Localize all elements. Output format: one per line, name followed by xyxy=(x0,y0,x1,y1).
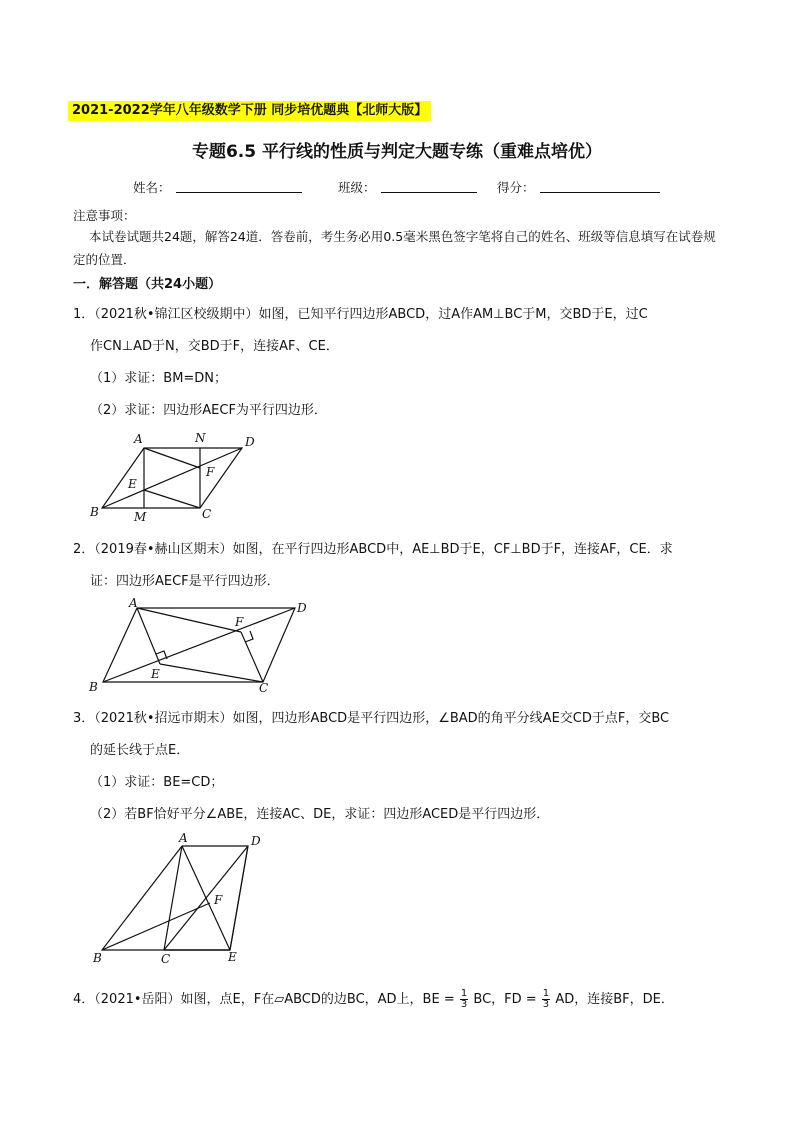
question-1-sub-1: （1）求证：BM=DN； xyxy=(90,371,228,386)
score-label: 得分： xyxy=(497,180,535,195)
label-c: C xyxy=(259,681,269,695)
question-1-sub-2: （2）求证：四边形AECF为平行四边形． xyxy=(90,403,327,418)
question-3-line-2: 的延长线于点E． xyxy=(90,743,190,758)
label-e: E xyxy=(228,950,237,964)
notice-heading: 注意事项： xyxy=(73,208,136,223)
label-d: D xyxy=(251,834,261,848)
question-2-line-2: 证：四边形AECF是平行四边形． xyxy=(90,574,280,589)
name-field-line xyxy=(176,192,302,193)
question-4-prefix: 4．（2021•岳阳）如图，点E，F在▱ABCD的边BC，AD上，BE = xyxy=(73,992,455,1007)
series-banner: 2021-2022学年八年级数学下册 同步培优题典【北师大版】 xyxy=(68,101,431,121)
label-f: F xyxy=(235,615,244,629)
label-c: C xyxy=(161,952,171,966)
question-4-mid: BC，FD = xyxy=(473,992,537,1007)
segment-cd xyxy=(164,846,248,950)
label-m: M xyxy=(134,510,147,524)
segment-ce xyxy=(160,664,263,682)
page-title: 专题6.5 平行线的性质与判定大题专练（重难点培优） xyxy=(191,142,603,162)
segment-af xyxy=(144,448,200,468)
label-f: F xyxy=(206,465,215,479)
label-b: B xyxy=(93,951,102,965)
question-3-sub-1: （1）求证：BE=CD； xyxy=(90,775,224,790)
segment-ae xyxy=(137,608,160,664)
label-d: D xyxy=(297,601,307,615)
label-f: F xyxy=(214,893,223,907)
fraction-one-third-a: $\frac{1}{3}$ xyxy=(460,988,468,1010)
segment-ce xyxy=(144,490,200,508)
right-angle-f xyxy=(245,631,253,642)
question-4-line-1 xyxy=(73,988,674,1010)
label-b: B xyxy=(90,505,99,519)
score-field-line xyxy=(540,192,660,193)
question-1-line-2: 作CN⊥AD于N，交BD于F，连接AF、CE． xyxy=(90,339,339,354)
question-2-line-1: 2．（2019春•赫山区期末）如图，在平行四边形ABCD中，AE⊥BD于E，CF⊥BD于F，连接AF，CE．求 xyxy=(73,542,673,557)
label-c: C xyxy=(202,507,212,521)
question-3-line-1: 3．（2021秋•招远市期末）如图，四边形ABCD是平行四边形，∠BAD的角平分线AE交CD于点F，交BC xyxy=(73,711,670,726)
label-a: A xyxy=(134,432,143,446)
class-label: 班级： xyxy=(338,180,376,195)
label-d: D xyxy=(245,435,255,449)
segment-de xyxy=(230,846,248,950)
parallelogram-abcd xyxy=(102,846,248,950)
question-1-line-1: 1．（2021秋•锦江区校级期中）如图，已知平行四边形ABCD，过A作AM⊥BC于M，交BD于E，过C xyxy=(73,307,648,322)
label-a: A xyxy=(179,831,188,845)
label-a: A xyxy=(129,596,138,610)
question-2-figure xyxy=(85,596,315,696)
section-heading: 一．解答题（共24小题） xyxy=(73,277,222,292)
fraction-one-third-b: $\frac{1}{3}$ xyxy=(542,988,550,1010)
question-3-figure xyxy=(88,830,273,970)
segment-ac xyxy=(164,846,182,950)
name-label: 姓名： xyxy=(133,180,171,195)
segment-bf xyxy=(102,903,210,950)
segment-af xyxy=(137,608,241,632)
question-3-sub-2: （2）若BF恰好平分∠ABE，连接AC、DE，求证：四边形ACED是平行四边形． xyxy=(90,807,550,822)
question-4-suffix: AD，连接BF，DE． xyxy=(555,992,674,1007)
label-b: B xyxy=(89,680,98,694)
class-field-line xyxy=(381,192,477,193)
notice-body: 本试卷试题共24题，解答24道．答卷前，考生务必用0.5毫米黑色签字笔将自己的姓名、班级等信息填写在试卷规定的位置． xyxy=(73,229,716,267)
label-e: E xyxy=(128,477,137,491)
label-e: E xyxy=(151,667,160,681)
label-n: N xyxy=(195,431,206,445)
question-1-figure xyxy=(82,428,272,528)
